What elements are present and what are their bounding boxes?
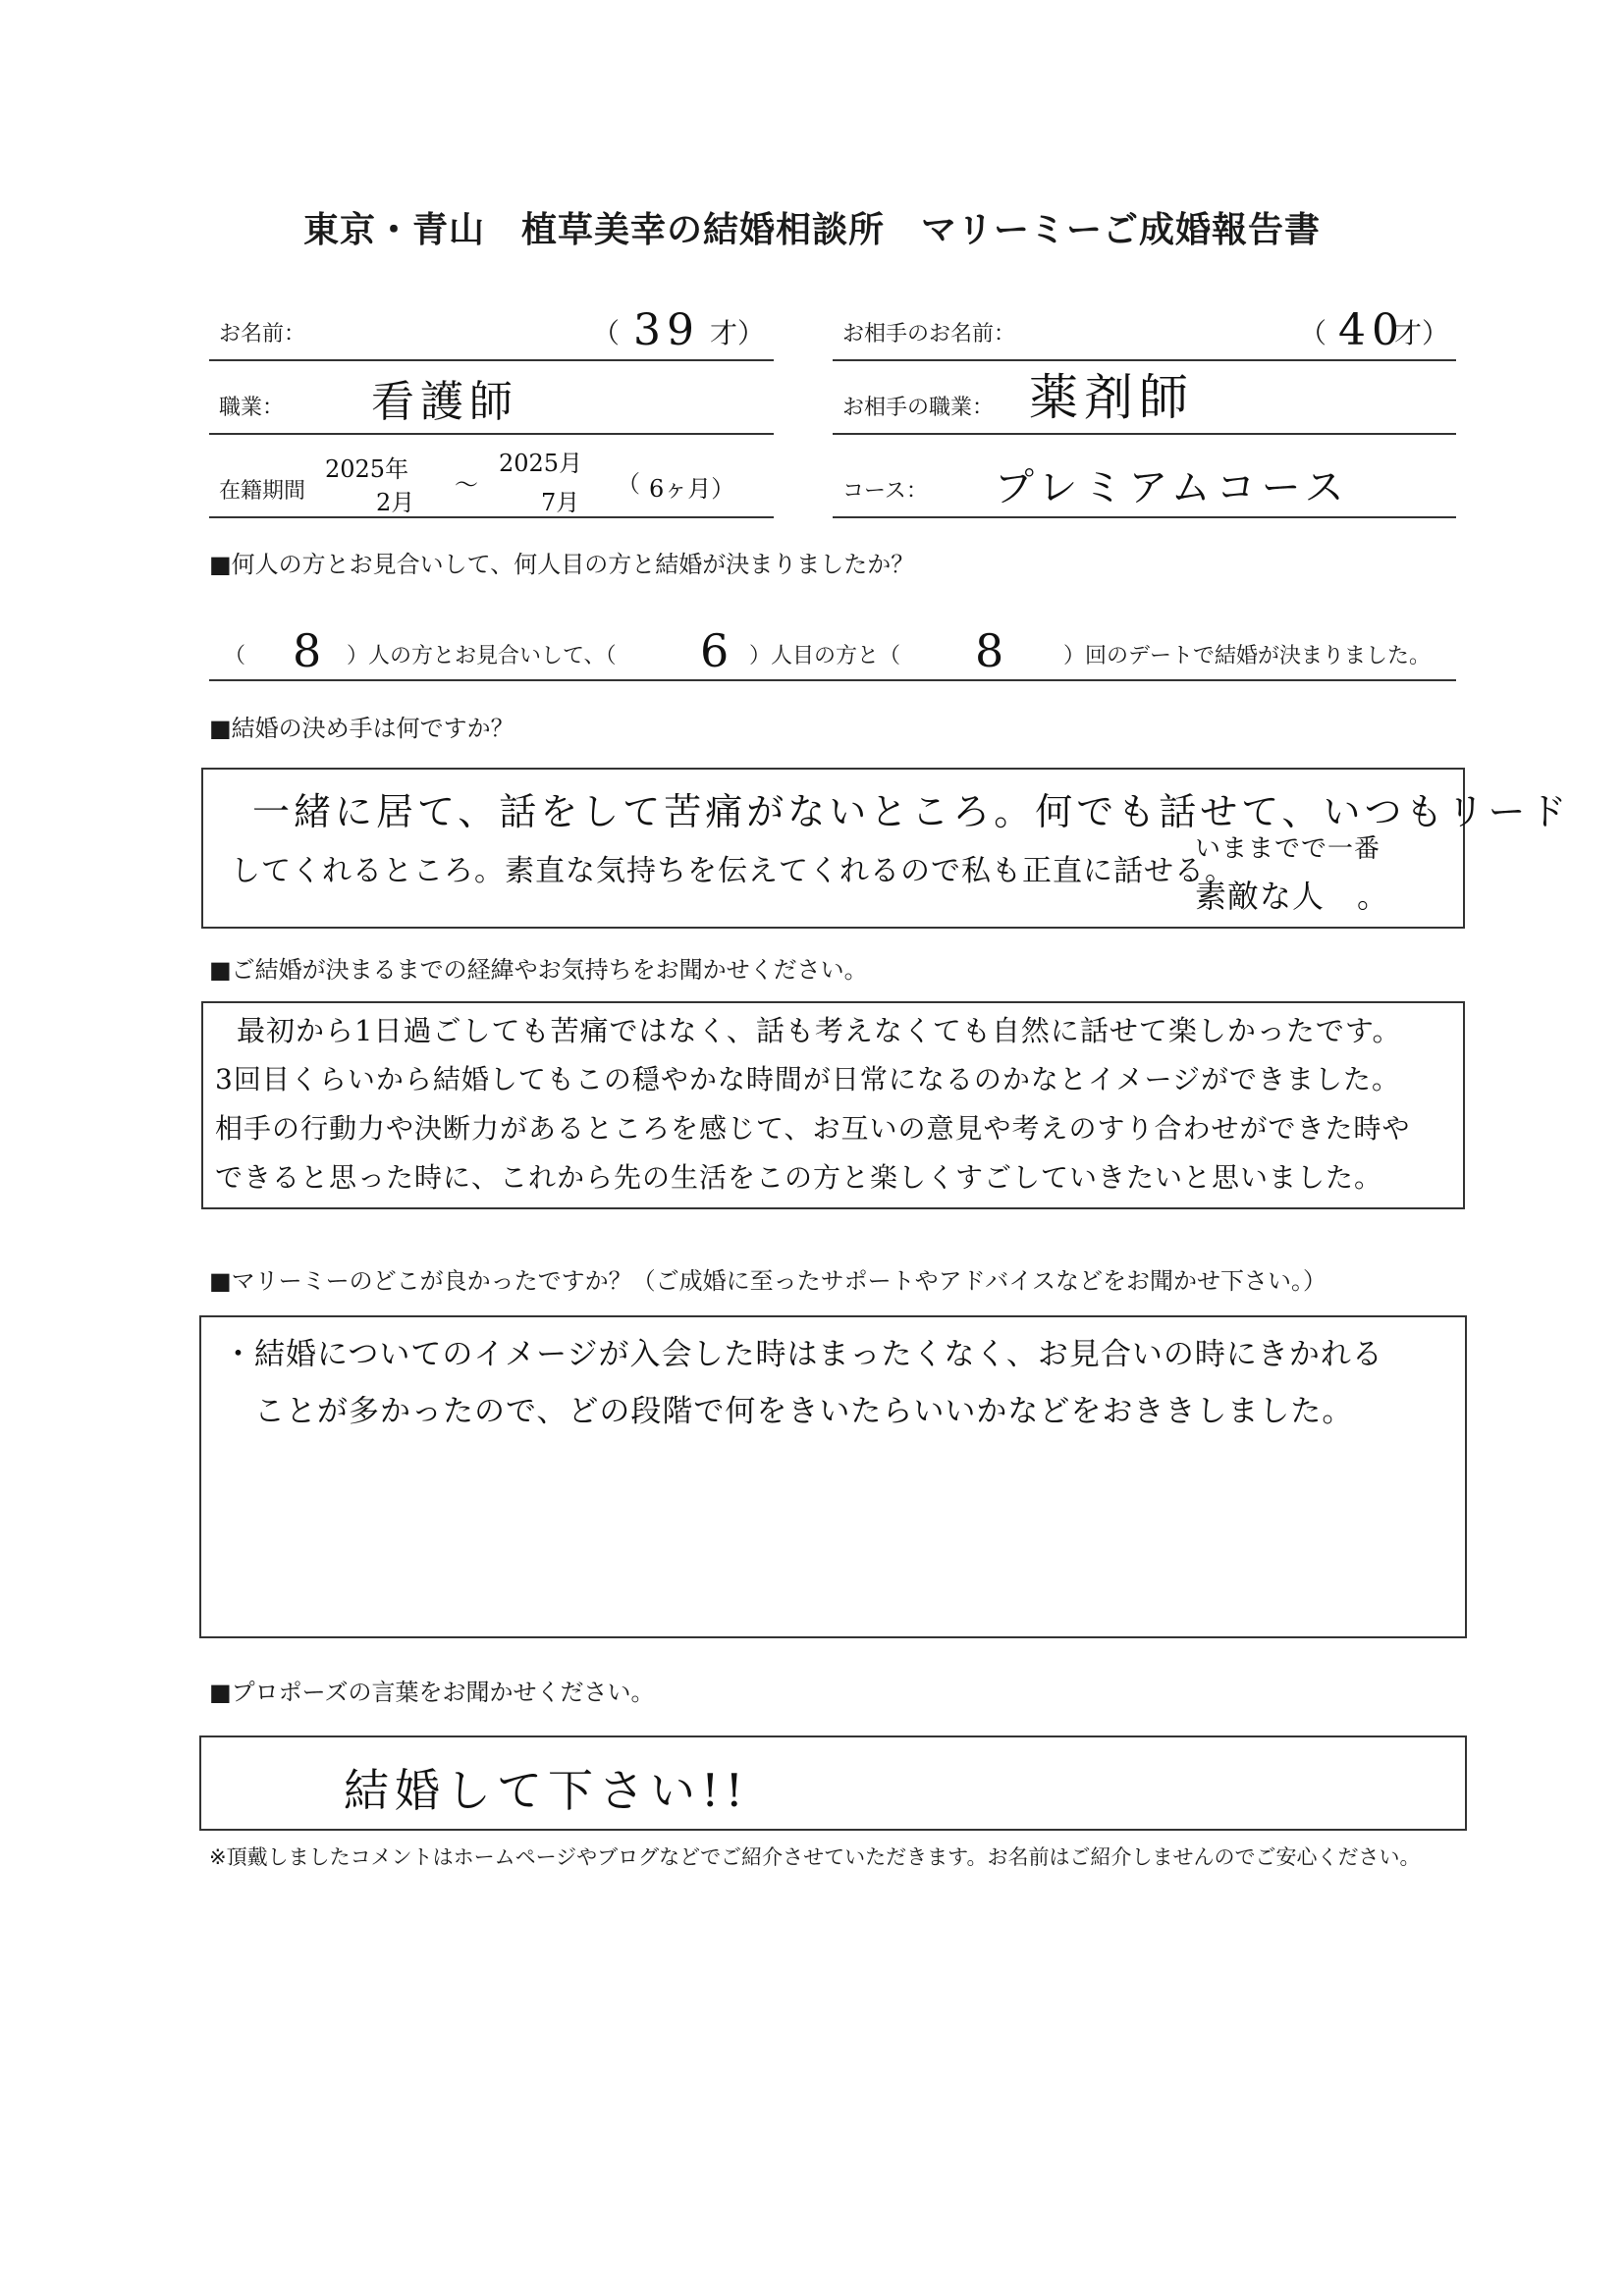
q2-heading: ■結婚の決め手は何ですか？: [209, 715, 514, 742]
q1-text-3: ）回のデートで結婚が決まりました。: [1063, 644, 1432, 668]
q2-line-3: 素敵な人 。: [1195, 878, 1390, 915]
period-tilde: ～: [455, 471, 478, 499]
q3-line-1: 最初から1日過ごしても苦痛ではなく、話も考えなくても自然に話せて楽しかったです。: [237, 1014, 1402, 1047]
period-end-year: 2025月: [499, 450, 583, 477]
footnote: ※頂戴しましたコメントはホームページやブログなどでご紹介させていただきます。お名前はご紹介しませんのでご安心ください。: [209, 1845, 1421, 1869]
proposal-words: 結婚して下さい!!: [344, 1764, 749, 1817]
course-label: コース：: [842, 479, 928, 504]
q4-line-2: ことが多かったので、どの段階で何をきいたらいいかなどをおききしました。: [254, 1394, 1354, 1429]
occupation-value: 看護師: [371, 377, 518, 427]
partner-order-value: 6: [700, 624, 730, 677]
q4-line-1: ・結婚についてのイメージが入会した時はまったくなく、お見合いの時にきかれる: [223, 1337, 1383, 1372]
q2-line-1: 一緒に居て、話をして苦痛がないところ。何でも話せて、いつもリード: [252, 790, 1571, 833]
period-end-month: 7月: [541, 489, 580, 516]
partner-name-label: お相手のお名前：: [842, 322, 1016, 347]
occupation-field: [209, 378, 774, 435]
q3-line-3: 相手の行動力や決断力があるところを感じて、お互いの意見や考えのすり合わせができた時や: [215, 1112, 1411, 1145]
name-field: [209, 304, 774, 361]
period-label: 在籍期間: [219, 479, 306, 504]
period-field: [209, 450, 774, 518]
period-start-year: 2025年: [325, 455, 409, 483]
partner-age-open-paren: （: [1299, 317, 1327, 349]
q5-answer-box: [199, 1735, 1467, 1831]
partner-occupation-label: お相手の職業：: [842, 396, 995, 420]
period-open-paren: （: [617, 470, 640, 498]
q2-line-2: してくれるところ。素直な気持ちを伝えてくれるので私も正直に話せる。: [231, 854, 1235, 888]
q4-answer-box: [199, 1315, 1467, 1638]
q2-note: いままでで一番: [1195, 834, 1381, 864]
partner-occupation-field: [833, 369, 1456, 435]
page-title: 東京・青山 植草美幸の結婚相談所 マリーミーご成婚報告書: [302, 210, 1321, 250]
age-open-paren: （: [592, 317, 621, 349]
q3-heading: ■ご結婚が決まるまでの経緯やお気持ちをお聞かせください。: [209, 956, 868, 984]
q3-answer-box: [201, 1001, 1465, 1209]
name-label: お名前：: [219, 322, 306, 347]
q5-heading: ■プロポーズの言葉をお聞かせください。: [209, 1679, 655, 1706]
q1-text-1: ）人の方とお見合いして、（: [347, 644, 617, 668]
q3-line-4: できると思った時に、これから先の生活をこの方と楽しくすごしていきたいと思いました。: [215, 1161, 1383, 1194]
date-count-value: 8: [975, 624, 1004, 677]
course-field: [833, 455, 1456, 518]
course-value: プレミアムコース: [995, 465, 1350, 510]
q1-text-2: ）人目の方と（: [749, 644, 901, 668]
partner-occupation-value: 薬剤師: [1029, 369, 1194, 426]
partner-age-value: 40: [1338, 305, 1405, 355]
q1-heading: ■何人の方とお見合いして、何人目の方と結婚が決まりましたか？: [209, 551, 915, 578]
partner-age-unit: 才）: [1394, 317, 1450, 349]
partner-name-field: [833, 304, 1456, 361]
age-unit: 才）: [710, 317, 766, 349]
period-start-month: 2月: [376, 489, 415, 516]
q3-line-2: 3回目くらいから結婚してもこの穏やかな時間が日常になるのかなとイメージができました。: [215, 1063, 1400, 1095]
period-length: 6ヶ月）: [649, 475, 735, 503]
q1-answer-row: [209, 624, 1456, 681]
q1-open-paren: （: [224, 644, 246, 668]
omiai-count-value: 8: [293, 624, 322, 677]
q2-answer-box: [201, 768, 1571, 929]
occupation-label: 職業：: [219, 396, 285, 420]
age-value: 39: [633, 305, 700, 355]
q4-heading: ■マリーミーのどこが良かったですか？（ご成婚に至ったサポートやアドバイスなどをお聞かせ下さい。）: [209, 1267, 1326, 1295]
